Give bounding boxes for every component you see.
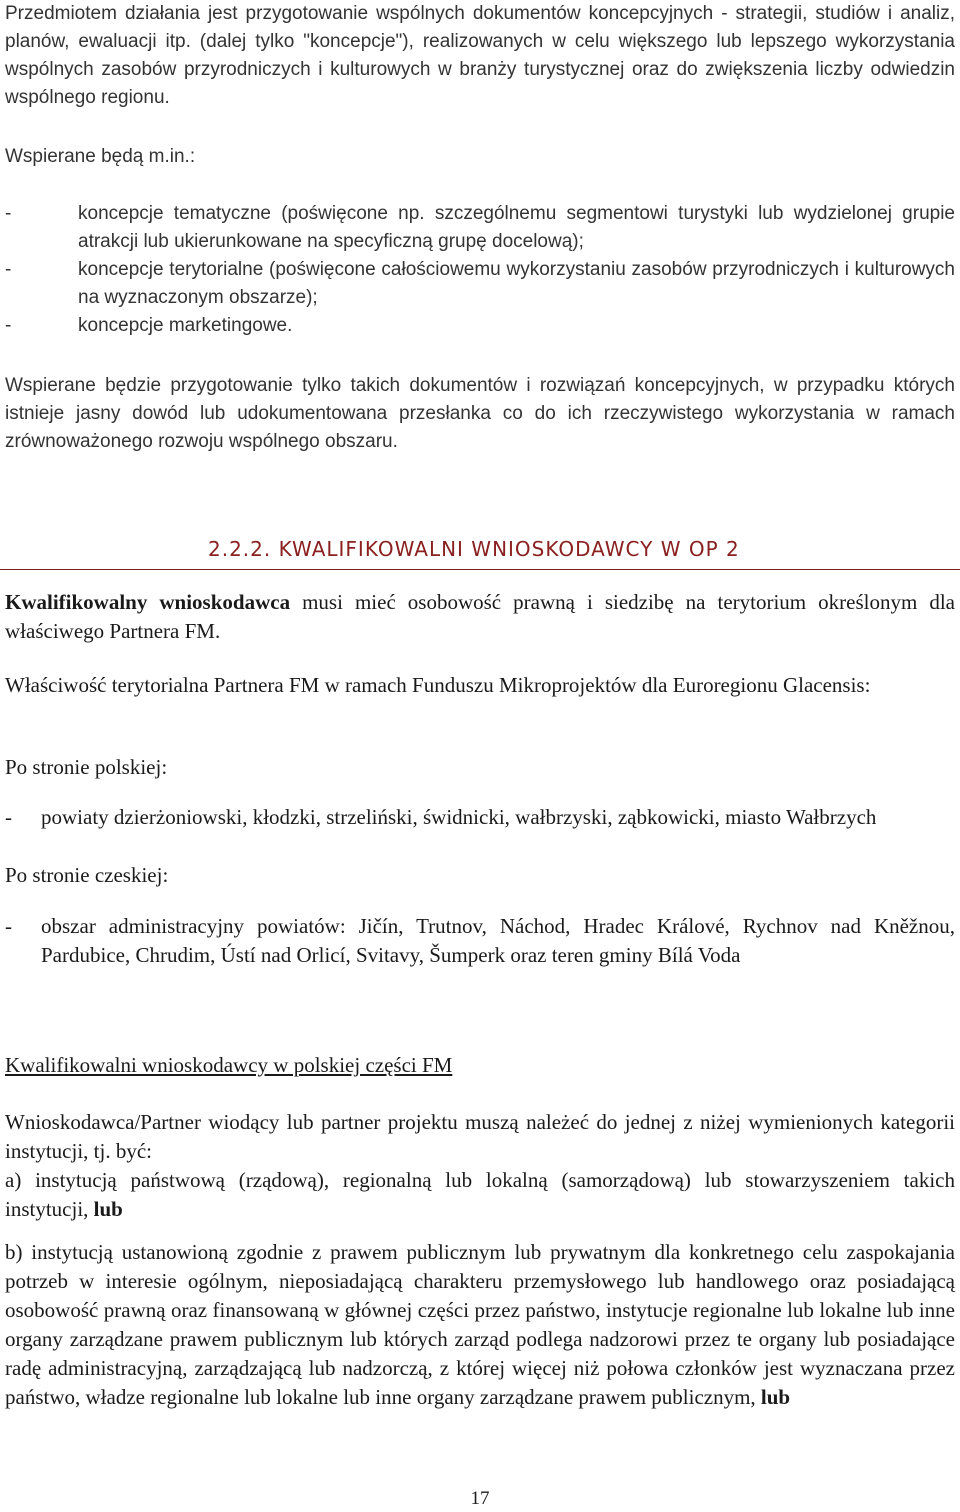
applicant-paragraph [5,588,955,646]
item-a-bold: lub [93,1197,123,1221]
list-item-text: obszar administracyjny powiatów: Jičín, Trutnov, Náchod, Hradec Králové, Rychnov nad Kněžnou, Pardubice, Chrudim, Ústí nad Orlicí, Svitavy, Šumperk oraz teren gminy Bílá Voda [41,914,955,967]
territorial-paragraph: Właściwość terytorialna Partnera FM w ramach Funduszu Mikroprojektów dla Euroregionu Glacensis: [5,673,871,697]
section-heading-text: 2.2.2. KWALIFIKOWALNI WNIOSKODAWCY W OP 2 [208,537,740,561]
item-a-text: a) instytucją państwową (rządową), regionalną lub lokalną (samorządową) lub stowarzyszeniem takich instytucji, [5,1168,955,1221]
applicant-bold: Kwalifikowalny wnioskodawca [5,590,291,614]
list-item-text: koncepcje terytorialne (poświęcone całościowemu wykorzystaniu zasobów przyrodniczych i kulturowych na wyznaczonym obszarze); [78,259,955,308]
list-item [5,312,955,340]
czech-side-list [5,912,955,970]
item-b-bold: lub [760,1385,791,1409]
polish-side-label: Po stronie polskiej: [5,755,168,779]
list-item-text: koncepcje marketingowe. [78,315,293,336]
list-dash: - [5,315,12,336]
czech-side-label: Po stronie czeskiej: [5,863,169,887]
applicant-rest: musi mieć osobowość prawną i siedzibę na terytorium określonym dla właściwego Partnera FM. [5,590,955,643]
section-heading [0,533,960,570]
list-item-text: koncepcje tematyczne (poświęcone np. szczególnemu segmentowi turystyki lub wydzielonej grupie atrakcji lub ukierunkowane na specyficzną grupę docelową); [78,203,955,252]
polish-part-subheading: Kwalifikowalni wnioskodawcy w polskiej części FM [5,1053,453,1077]
list-dash: - [5,805,12,829]
list-item-text: powiaty dzierżoniowski, kłodzki, strzeliński, świdnicki, wałbrzyski, ząbkowicki, miasto Wałbrzych [41,805,877,829]
list-dash: - [5,259,12,280]
concepts-list [5,200,955,340]
page-number: 17 [470,1488,490,1509]
list-item [5,803,955,832]
list-item [5,200,955,256]
list-item [5,912,955,970]
polish-part-lead: Wnioskodawca/Partner wiodący lub partner projektu muszą należeć do jednej z niżej wymienionych kategorii instytucji, tj. być: [5,1110,955,1163]
item-b [5,1238,955,1412]
item-b-text: b) instytucją ustanowioną zgodnie z prawem publicznym lub prywatnym dla konkretnego celu zaspokajania potrzeb w interesie ogólnym, nieposiadającą charakteru przemysłowego lub handlowego oraz posiadającą osobowość prawną oraz finansowaną w głównej części przez państwo, instytucje regionalne lub lokalne lub inne organy zarządzane prawem publicznym lub których zarząd podlega nadzorowi przez te organy lub posiadające radę administracyjną, zarządzającą lub nadzorczą, z której więcej niż połowa członków jest wyznaczana przez państwo, władze regionalne lub lokalne lub inne organy zarządzane prawem publicznym, [5,1240,955,1409]
polish-side-list [5,803,955,832]
list-dash: - [5,914,12,938]
list-dash: - [5,203,12,224]
intro-paragraph: Przedmiotem działania jest przygotowanie wspólnych dokumentów koncepcyjnych - strategii, studiów i analiz, planów, ewaluacji itp. (dalej tylko "koncepcje"), realizowanych w celu większego lub lepszego wykorzystania wspólnych zasobów przyrodniczych i kulturowych w branży turystycznej oraz do zwiększenia liczby odwiedzin wspólnego regionu. [5,3,955,108]
supported-lead: Wspierane będą m.in.: [5,146,196,167]
item-a [5,1166,955,1224]
closing-paragraph: Wspierane będzie przygotowanie tylko takich dokumentów i rozwiązań koncepcyjnych, w przypadku których istnieje jasny dowód lub udokumentowana przesłanka co do ich rzeczywistego wykorzystania w ramach zrównoważonego rozwoju wspólnego obszaru. [5,375,955,452]
list-item [5,256,955,312]
